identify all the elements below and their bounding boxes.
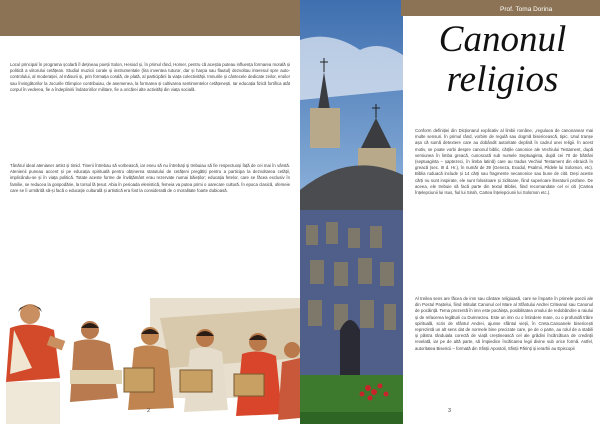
left-paragraph-2: Tânărul ideal atenianer artist și timid. Tinerii întrebau să vorbească, iar eseu să nu întrebați și trebuiau să fie respectuoși față de cei mai în vârstă. Atenienii puneau accent și pe educația spirituală pentru obținerea statutului de cetățeni pregătiți pentru a participa la dezvoltarea cetății, implicându-se și în viața politică. Totate aceste forme de învățământ erau rezervate numai băieților; educația fetelor, care se făcea exclusiv în familie, se reducea la gospodărie, la torsul lă țesut. Abia în perioada elenistică, femeia va putea primi o oarecare cultură. În epoca clasică, ofemeie care se îi urmărită să-și facă o educație culturală și artistică era fost la considerată de o moralitate foarte dubioasă. — [10, 163, 290, 193]
author-name: Prof. Toma Dorina — [500, 6, 553, 13]
classroom-illustration — [0, 298, 300, 424]
right-page-number: 3 — [448, 408, 452, 414]
title-line-1: Canonul — [438, 19, 567, 60]
right-paragraph-1: Conform definiției din Dicționarul explicativ al limbii române, „reguluea de canonanear mai multe sensuri. În primul rând, vorbim de regulă sau dogmă bisericească, tipic. Unul tranșe așa că sumă detextere care au dobândit autoritate deplină în cadrul unei religii. În acest motiv, se poate vorbi despre canonul biblic, cărțile canonice ale Vechiului Testament, după versiunea în limba greacă, cunoscută sub numele Septuaginta, după cei 70 de bătrâni (septuaginta – șaptezeci, în limba latină) care au tradus Vechiul Testament din ebraică în greacă (sec. III d. Hr.), în număr de 39 (Geneza, Exodul, Psalmii, Pildele lui Solomon, etc). Biblia ruduacă include și 14 cărți sau fragmente necanonice sau bune de citit. Deși aceste cărți nu sunt inspirate, ele sunt folositoare și ziditoare, fiind superioare literaturii profane. De aceea, ele trebuie să facă parte din textul Bibliei, fiind recomandate cel ei citi (Cartea Înțelepciunii lui Isus, fiul lui Sirah, Cartea Înțelepciunii lui Solomon etc.). — [415, 128, 593, 196]
right-paragraph-2: Al treilea sens are făcea de imn sau cântare religioasă, care se împarte în primele poezii ale din Postul Paștelui, fiind intitulat Canonul cel Mare al Sfântului Andrei Criteanul sau Canonul de pocăință. Tema prezentă în imn este pocăința, posibilitatea omului de redobândire a raiului și de refacerea legăturii cu Dumnezeu. Este un imn cu o întindere mare, cu o profundă trăire spirituală, scris de sfântul Andrei, ajunse sfântul vieții, în Creta.Canoanele bisericești reprezintă un alt sens dat de normele bine precizate care, pe de o parte, au rolul de a stabili și păstra rânduiala corectă de viață creștinească cel ale grădini încărcătura de credinții revelată, iar pe de altă parte, să împiedice încălcarea legii divine sub orice formă. Astfel, autoritatea Bisericii – formată din Sfinții Apostoli, Sfinții Părinți și ierarhii au Episcopii — [415, 296, 593, 351]
page-title — [405, 20, 600, 100]
left-page-number: 2 — [147, 408, 151, 414]
title-line-2: religios — [446, 59, 559, 100]
left-paragraph-1: Locul principal în programa școlară îl dețineau poeții Solon, Hesiod și, în primul rând, Homer, pentru că aceștia puteau influența formarea morală și politică a viitorului cetățean. Studiul muzicii corale și instrumentale (lira inventea tuturor, dar și harpa sau flautul) dezvoltau interesul spre auto-controlului, al moderației, al măsurii și, prin formația corală, de plată, al participării la viața colectivității. Imnurile și cântecele dedicate zeilor, eroilor sau învingătorilor la Jocurile Olimpice contribuiau, de asemenea, la formarea și cultivarea sentimentelor cetățenești. Iar educația fizică fortifica atât corpul în vederea, fie a îndeplinirii îndatoririlor militare, fie a oricărei alte activități din viața socială. — [10, 62, 290, 92]
church-photo — [300, 0, 403, 424]
left-header-band — [0, 0, 300, 36]
